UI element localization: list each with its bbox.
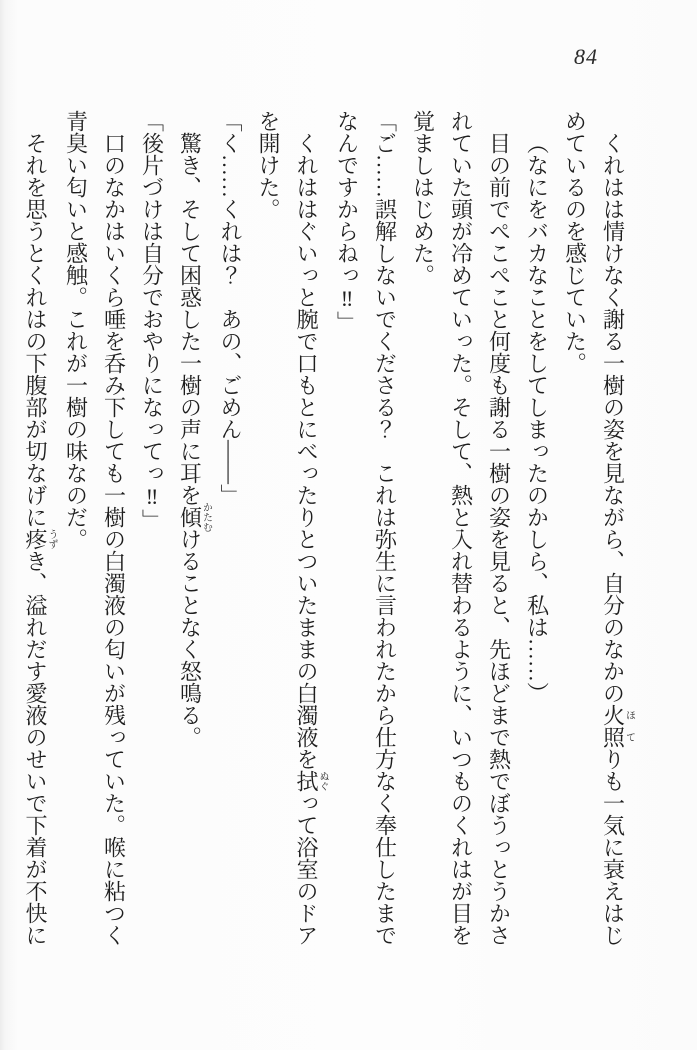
paragraph: くれはは情けなく謝る一樹の姿を見ながら、自分のなかの火ほ照てりも一気に衰えはじめているのを感じていた。	[562, 110, 635, 946]
page-number: 84	[574, 44, 598, 69]
paragraph: 驚き、そして困惑した一樹の声に耳を傾かたむけることなく怒鳴る。	[177, 132, 212, 748]
ruby-annotated-word: 疼うず	[23, 528, 57, 550]
ruby-annotated-word: 拭ぬぐ	[294, 770, 328, 792]
ruby-annotated-word: 火ほ	[600, 704, 635, 726]
paragraph: （なにをバカなことをしてしまったのかしら、私は……）	[524, 132, 550, 704]
paragraph: それを思うとくれはの下腹部が切なげに疼うずき、溢れだす愛液のせいで下着が不快に	[23, 132, 57, 946]
ruby-annotated-word: 傾かたむ	[177, 502, 212, 532]
body-text	[23, 110, 635, 956]
paragraph: 「ご……誤解しないでくださる？ これは弥生に言われたから仕方なく奉仕したまでなんですからねっ‼」	[334, 110, 398, 946]
ruby-annotated-word: 照て	[600, 726, 635, 748]
paragraph: 「後片づけは自分でおやりになってっ‼」	[139, 110, 165, 531]
paragraph: 口のなかはいくら唾を呑み下しても一樹の白濁液の匂いが残っていた。喉に粘つく青臭い匂いと感触。これが一樹の味なのだ。	[63, 110, 127, 946]
paragraph: くれははぐいっと腕で口もとにべったりとついたままの白濁液を拭ぬぐって浴室のドアを開けた。	[256, 110, 328, 946]
paragraph: 「く……くれは？ あの、ごめん――」	[218, 110, 243, 506]
paragraph: 目の前でぺこぺこと何度も謝る一樹の姿を見ると、先ほどまで熱でぼうっとうかされていた頭が冷めていった。そして、熱と入れ替わるように、いつものくれはが目を覚ましはじめた。	[410, 110, 512, 946]
